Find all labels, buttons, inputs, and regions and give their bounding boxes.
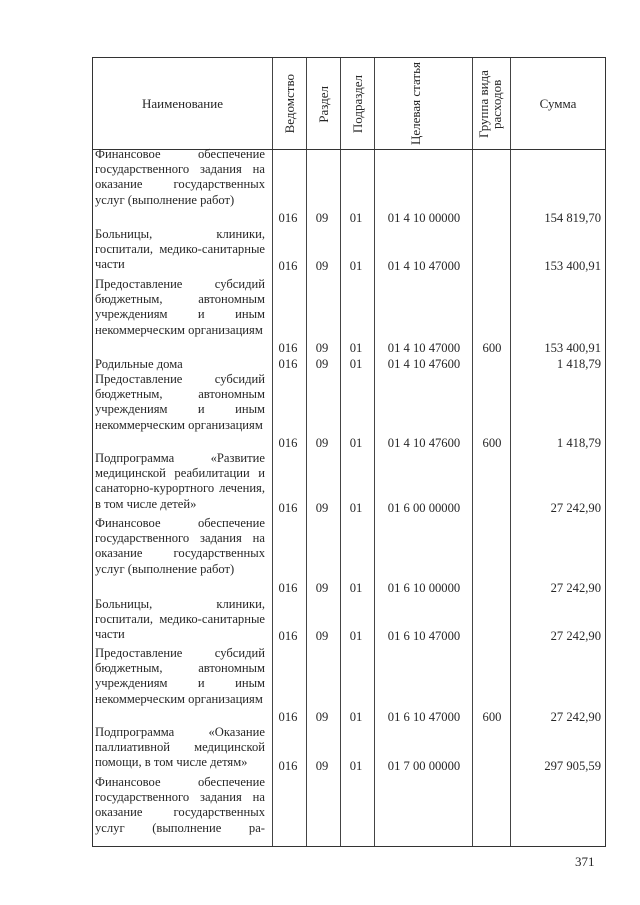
row-celevaya: 01 4 10 47000	[387, 259, 461, 273]
row-razdel: 09	[315, 759, 329, 773]
row-name: Финансовое обеспечение государственного задания на оказание государственных услуг (выполнение работ)	[95, 147, 265, 207]
row-podrazdel: 01	[349, 259, 363, 273]
row-name: Предоставление субсидий бюджетным, автономным учреждениям и иным некоммерческим организациям	[95, 646, 265, 706]
row-celevaya: 01 4 10 47000	[387, 341, 461, 355]
header-name	[93, 58, 272, 150]
row-celevaya: 01 4 10 00000	[387, 211, 461, 225]
row-razdel: 09	[315, 357, 329, 371]
header-ved-label: Ведомство	[282, 74, 297, 134]
budget-table	[92, 57, 606, 847]
column-divider	[374, 58, 375, 846]
row-razdel: 09	[315, 629, 329, 643]
row-razdel: 09	[315, 259, 329, 273]
row-podrazdel: 01	[349, 581, 363, 595]
row-summa: 1 418,79	[556, 357, 601, 371]
row-summa: 153 400,91	[544, 341, 601, 355]
row-celevaya: 01 6 10 47000	[387, 629, 461, 643]
column-divider	[340, 58, 341, 846]
row-ved: 016	[278, 501, 298, 515]
row-name: Подпрограмма «Оказание паллиативной медицинской помощи, в том числе детям»	[95, 725, 265, 770]
column-divider	[272, 58, 273, 846]
row-celevaya: 01 6 00 00000	[387, 501, 461, 515]
header-podrazdel	[341, 58, 374, 150]
row-celevaya: 01 4 10 47600	[387, 357, 461, 371]
row-gruppa: 600	[482, 341, 502, 355]
header-celevaya	[375, 58, 472, 150]
header-summa-label: Сумма	[539, 96, 577, 111]
header-podrazdel-label: Подраздел	[350, 74, 365, 134]
row-celevaya: 01 6 10 47000	[387, 710, 461, 724]
row-ved: 016	[278, 357, 298, 371]
header-gruppa	[473, 58, 510, 150]
row-ved: 016	[278, 436, 298, 450]
row-celevaya: 01 7 00 00000	[387, 759, 461, 773]
header-razdel	[307, 58, 340, 150]
row-razdel: 09	[315, 501, 329, 515]
column-divider	[472, 58, 473, 846]
row-name: Финансовое обеспечение государственного задания на оказание государственных услуг (выполнение ра-	[95, 775, 265, 835]
row-podrazdel: 01	[349, 436, 363, 450]
row-ved: 016	[278, 341, 298, 355]
row-name: Больницы, клиники, госпитали, медико-санитарные части	[95, 597, 265, 642]
header-razdel-label: Раздел	[316, 85, 331, 123]
row-gruppa: 600	[482, 710, 502, 724]
row-ved: 016	[278, 629, 298, 643]
row-name: Подпрограмма «Развитие медицинской реабилитации и санаторно-курортного лечения, в том числе детей»	[95, 451, 265, 511]
row-name: Финансовое обеспечение государственного задания на оказание государственных услуг (выполнение работ)	[95, 516, 265, 576]
row-razdel: 09	[315, 341, 329, 355]
row-name: Предоставление субсидий бюджетным, автономным учреждениям и иным некоммерческим организациям	[95, 277, 265, 337]
header-ved	[273, 58, 306, 150]
row-podrazdel: 01	[349, 501, 363, 515]
row-summa: 1 418,79	[556, 436, 601, 450]
row-celevaya: 01 6 10 00000	[387, 581, 461, 595]
header-gruppa-label: Группа вида расходов	[475, 70, 504, 138]
row-ved: 016	[278, 259, 298, 273]
row-podrazdel: 01	[349, 759, 363, 773]
column-divider	[306, 58, 307, 846]
row-summa: 297 905,59	[544, 759, 601, 773]
header-celevaya-label: Целевая статья	[407, 62, 423, 146]
page-number: 371	[575, 854, 595, 869]
row-podrazdel: 01	[349, 341, 363, 355]
row-name: Больницы, клиники, госпитали, медико-санитарные части	[95, 227, 265, 272]
row-summa: 154 819,70	[544, 211, 601, 225]
header-summa	[511, 58, 605, 150]
row-ved: 016	[278, 759, 298, 773]
row-razdel: 09	[315, 211, 329, 225]
row-celevaya: 01 4 10 47600	[387, 436, 461, 450]
row-podrazdel: 01	[349, 357, 363, 371]
row-summa: 27 242,90	[550, 581, 601, 595]
row-name: Предоставление субсидий бюджетным, автономным учреждениям и иным некоммерческим организациям	[95, 372, 265, 432]
row-razdel: 09	[315, 581, 329, 595]
row-podrazdel: 01	[349, 629, 363, 643]
row-summa: 153 400,91	[544, 259, 601, 273]
row-razdel: 09	[315, 436, 329, 450]
row-gruppa: 600	[482, 436, 502, 450]
row-razdel: 09	[315, 710, 329, 724]
header-name-label: Наименование	[142, 96, 223, 111]
row-podrazdel: 01	[349, 211, 363, 225]
row-podrazdel: 01	[349, 710, 363, 724]
column-divider	[510, 58, 511, 846]
row-summa: 27 242,90	[550, 629, 601, 643]
row-summa: 27 242,90	[550, 710, 601, 724]
row-ved: 016	[278, 211, 298, 225]
row-name: Родильные дома	[95, 357, 183, 371]
row-ved: 016	[278, 710, 298, 724]
row-ved: 016	[278, 581, 298, 595]
row-summa: 27 242,90	[550, 501, 601, 515]
